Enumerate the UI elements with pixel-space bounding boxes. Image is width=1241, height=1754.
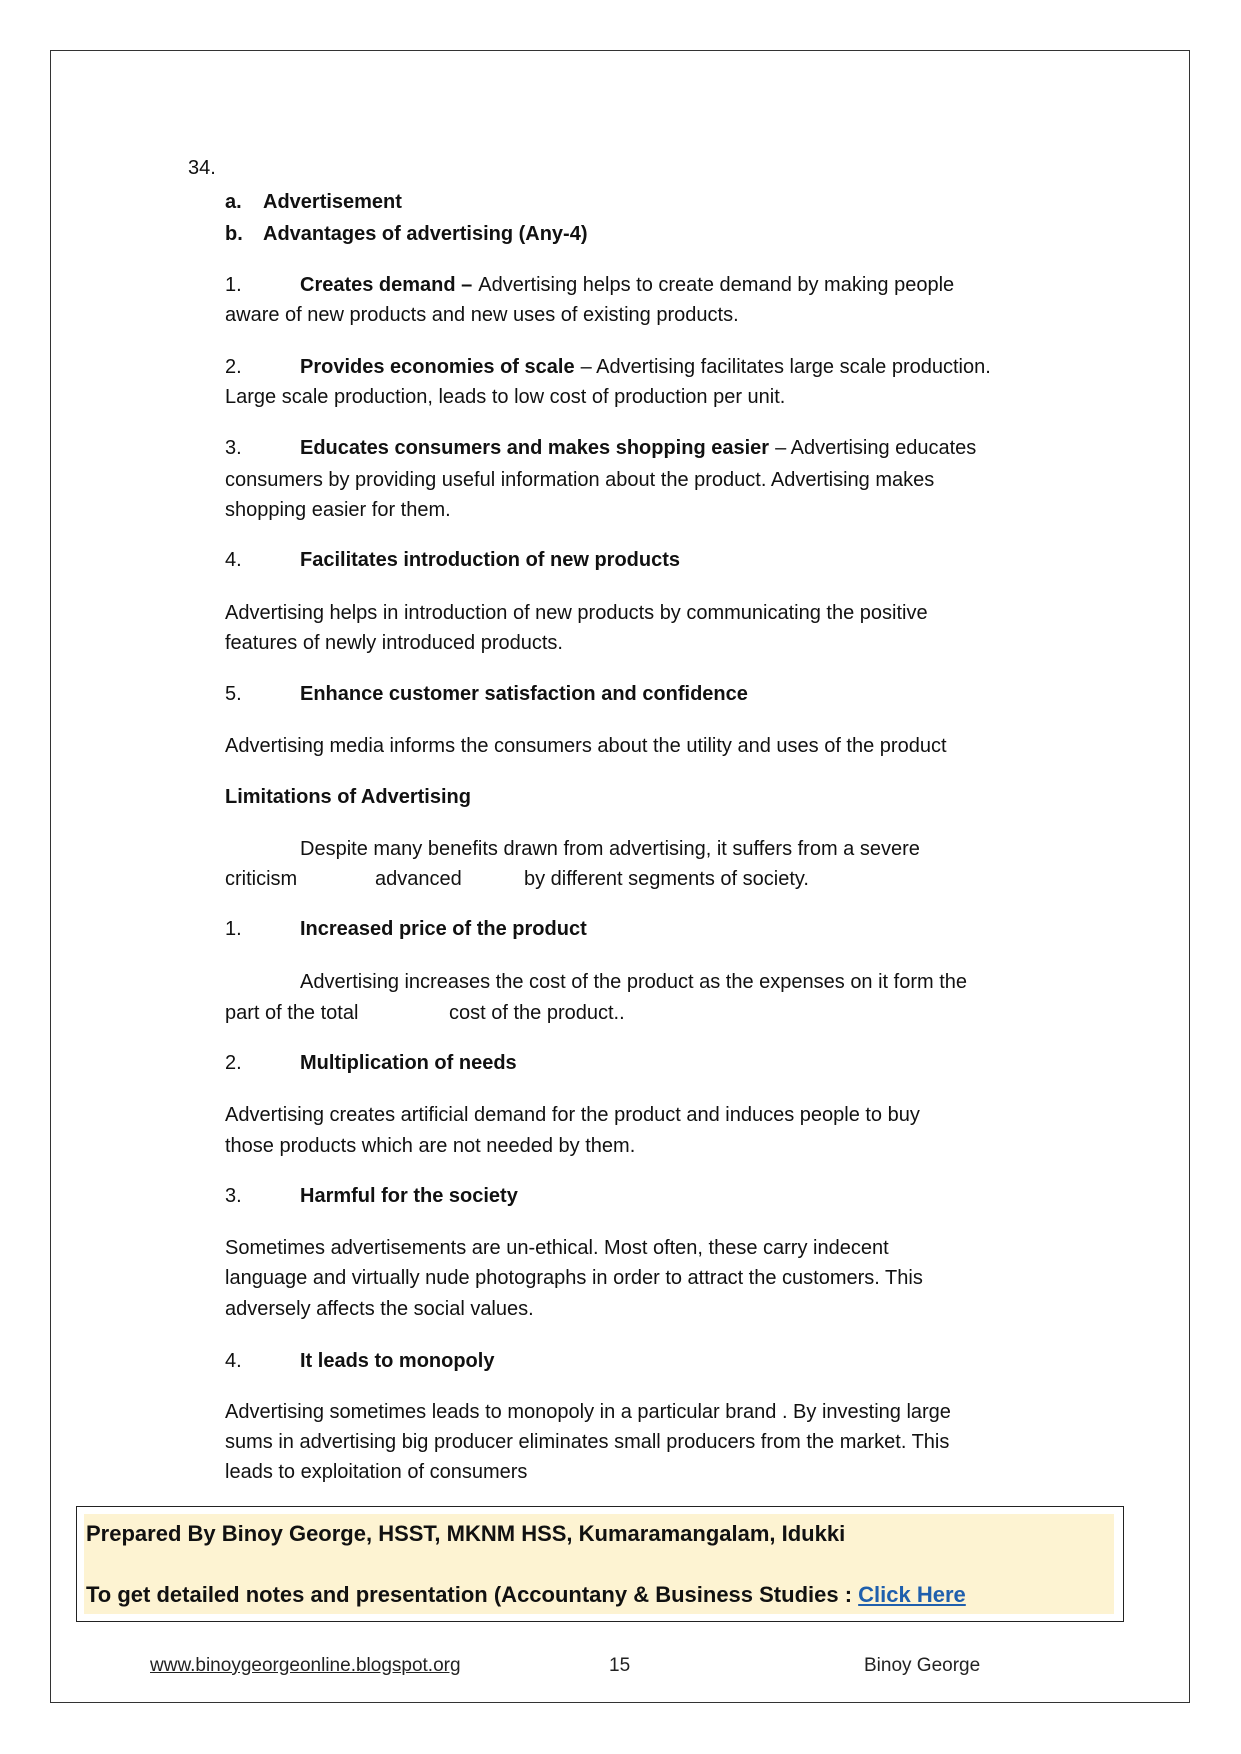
advantage-1-number: 1.	[225, 274, 242, 296]
limitation-1-line-1: Advertising increases the cost of the product as the expenses on it form the	[300, 971, 968, 993]
promo-author-line: Prepared By Binoy George, HSST, MKNM HSS, Kumaramangalam, Idukki	[86, 1521, 846, 1546]
limitation-3-title: Harmful for the society	[300, 1185, 518, 1207]
click-here-link[interactable]: Click Here	[858, 1582, 966, 1607]
advantage-4-title: Facilitates introduction of new products	[300, 549, 681, 571]
advantage-3-continuation-1: consumers by providing useful information about the product. Advertising makes	[225, 469, 935, 491]
advantage-2-continuation: Large scale production, leads to low cost of production per unit.	[225, 386, 786, 408]
advantage-3-continuation-2: shopping easier for them.	[225, 499, 451, 521]
limitations-intro-line-1: Despite many benefits drawn from advertising, it suffers from a severe	[300, 838, 920, 860]
limitation-4-description-2: sums in advertising big producer eliminates small producers from the market. This	[225, 1431, 950, 1453]
promo-notes-line	[86, 1580, 966, 1610]
limitations-intro-part-1: criticism	[225, 868, 298, 890]
limitations-intro-part-3: by different segments of society.	[524, 868, 809, 890]
promo-box	[76, 1506, 1124, 1622]
part-b-label: b.	[225, 223, 243, 245]
advantage-1-continuation: aware of new products and new uses of existing products.	[225, 304, 739, 326]
part-a-label: a.	[225, 191, 242, 213]
limitation-4-title: It leads to monopoly	[300, 1350, 495, 1372]
limitation-3-description-2: language and virtually nude photographs in order to attract the customers. This	[225, 1267, 923, 1289]
limitation-3-description-1: Sometimes advertisements are un-ethical. Most often, these carry indecent	[225, 1237, 889, 1259]
limitations-intro-part-2: advanced	[375, 868, 462, 890]
limitation-1-line-2-part-2: cost of the product..	[449, 1002, 625, 1024]
advantage-1-text: Advertising helps to create demand by making people	[478, 274, 955, 296]
limitation-3-number: 3.	[225, 1185, 242, 1207]
website-link[interactable]: www.binoygeorgeonline.blogspot.org	[150, 1655, 461, 1676]
advantage-3-text: – Advertising educates	[775, 437, 977, 459]
limitation-4-description-1: Advertising sometimes leads to monopoly in a particular brand . By investing large	[225, 1401, 951, 1423]
advantage-4-description-2: features of newly introduced products.	[225, 632, 563, 654]
limitation-2-description-2: those products which are not needed by them.	[225, 1135, 636, 1157]
question-number: 34.	[188, 157, 216, 179]
advantage-3-number: 3.	[225, 437, 242, 459]
limitation-4-description-3: leads to exploitation of consumers	[225, 1461, 528, 1483]
page-number: 15	[609, 1655, 631, 1676]
footer-author: Binoy George	[864, 1655, 981, 1676]
advantage-5-description: Advertising media informs the consumers about the utility and uses of the product	[225, 735, 947, 757]
part-b-text: Advantages of advertising (Any-4)	[263, 223, 588, 245]
limitation-1-line-2-part-1: part of the total	[225, 1002, 359, 1024]
advantage-2-text: – Advertising facilitates large scale production.	[580, 356, 991, 378]
limitation-4-number: 4.	[225, 1350, 242, 1372]
limitation-3-description-3: adversely affects the social values.	[225, 1298, 534, 1320]
advantage-5-title: Enhance customer satisfaction and confidence	[300, 683, 748, 705]
advantage-1-line	[300, 270, 954, 300]
advantage-4-number: 4.	[225, 549, 242, 571]
promo-notes-text: To get detailed notes and presentation (Accountany & Business Studies :	[86, 1582, 853, 1607]
advantage-4-description-1: Advertising helps in introduction of new products by communicating the positive	[225, 602, 928, 624]
limitation-2-number: 2.	[225, 1052, 242, 1074]
limitation-1-title: Increased price of the product	[300, 918, 587, 940]
advantage-3-title: Educates consumers and makes shopping easier	[300, 437, 770, 459]
limitation-2-description-1: Advertising creates artificial demand for the product and induces people to buy	[225, 1104, 920, 1126]
advantage-2-title: Provides economies of scale	[300, 356, 575, 378]
limitation-2-title: Multiplication of needs	[300, 1052, 517, 1074]
advantage-2-line	[300, 352, 991, 382]
advantage-5-number: 5.	[225, 683, 242, 705]
limitation-1-number: 1.	[225, 918, 242, 940]
advantage-2-number: 2.	[225, 356, 242, 378]
advantage-3-line	[300, 433, 976, 463]
advantage-1-title: Creates demand –	[300, 274, 473, 296]
part-a-text: Advertisement	[263, 191, 402, 213]
limitations-heading: Limitations of Advertising	[225, 786, 471, 808]
